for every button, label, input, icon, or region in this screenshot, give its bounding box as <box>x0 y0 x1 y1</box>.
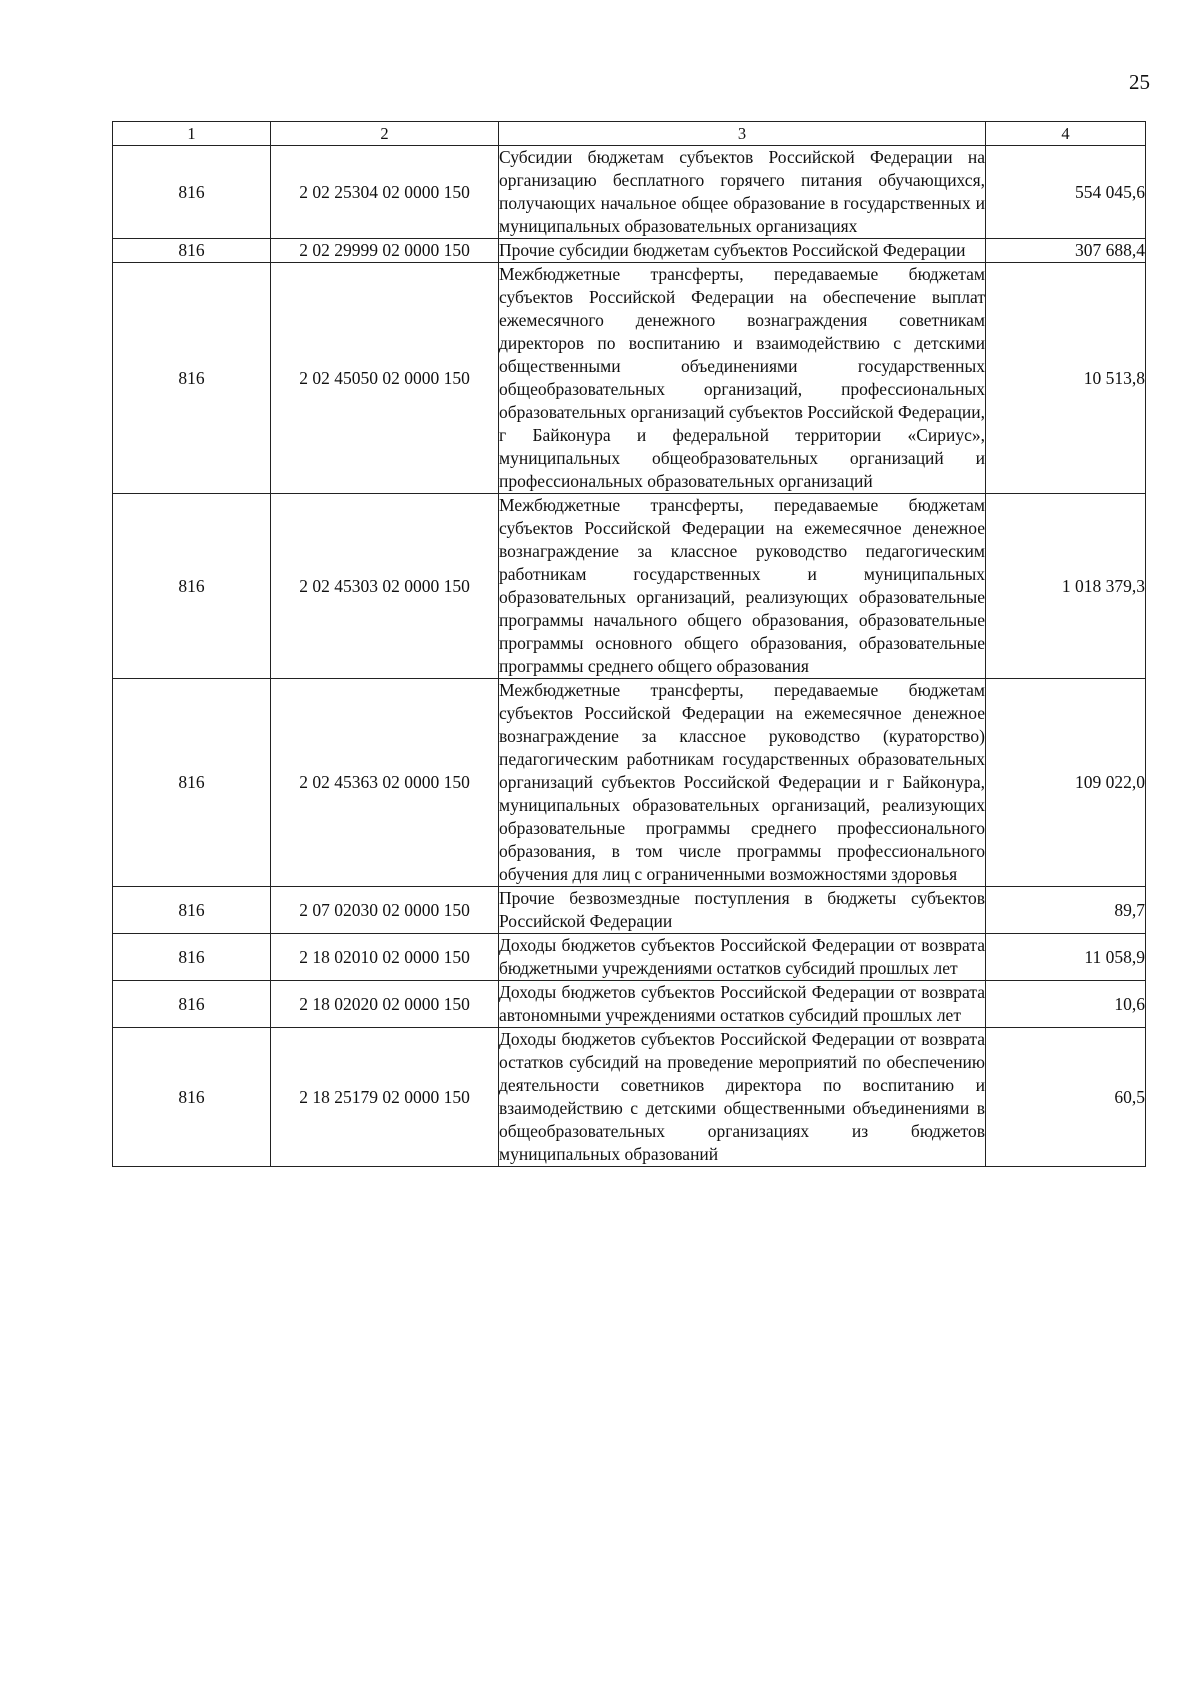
budget-code-cell: 2 02 29999 02 0000 150 <box>271 239 499 263</box>
admin-code-cell: 816 <box>113 887 271 934</box>
budget-code-cell: 2 02 45303 02 0000 150 <box>271 494 499 679</box>
amount-cell: 11 058,9 <box>986 934 1146 981</box>
table-row <box>113 934 1146 981</box>
table-row <box>113 494 1146 679</box>
revenue-name-cell: Доходы бюджетов субъектов Российской Федерации от возврата автономными учреждениями остатков субсидий прошлых лет <box>499 981 986 1028</box>
amount-cell: 109 022,0 <box>986 679 1146 887</box>
budget-code-cell: 2 18 02020 02 0000 150 <box>271 981 499 1028</box>
table-row <box>113 1028 1146 1167</box>
table-row <box>113 981 1146 1028</box>
revenue-name-cell: Доходы бюджетов субъектов Российской Федерации от возврата остатков субсидий на проведение мероприятий по обеспечению деятельности советников директора по воспитанию и взаимодействию с детскими общественными объединениями в общеобразовательных организациях из бюджетов муниципальных образований <box>499 1028 986 1167</box>
table-row <box>113 239 1146 263</box>
amount-cell: 89,7 <box>986 887 1146 934</box>
admin-code-cell: 816 <box>113 239 271 263</box>
revenue-name-cell: Доходы бюджетов субъектов Российской Федерации от возврата бюджетными учреждениями остатков субсидий прошлых лет <box>499 934 986 981</box>
column-header: 4 <box>986 122 1146 146</box>
table-row <box>113 263 1146 494</box>
amount-cell: 307 688,4 <box>986 239 1146 263</box>
table-row <box>113 679 1146 887</box>
budget-code-cell: 2 18 25179 02 0000 150 <box>271 1028 499 1167</box>
amount-cell: 10,6 <box>986 981 1146 1028</box>
column-header: 2 <box>271 122 499 146</box>
revenue-name-cell: Межбюджетные трансферты, передаваемые бюджетам субъектов Российской Федерации на ежемесячное денежное вознаграждение за классное руководство (кураторство) педагогическим работникам государственных образовательных организаций субъектов Российской Федерации и г Байконура, муниципальных образовательных организаций, реализующих образовательные программы среднего профессионального образования, в том числе программы профессионального обучения для лиц с ограниченными возможностями здоровья <box>499 679 986 887</box>
revenue-name-cell: Прочие безвозмездные поступления в бюджеты субъектов Российской Федерации <box>499 887 986 934</box>
amount-cell: 60,5 <box>986 1028 1146 1167</box>
column-header: 3 <box>499 122 986 146</box>
budget-code-cell: 2 07 02030 02 0000 150 <box>271 887 499 934</box>
revenue-name-cell: Межбюджетные трансферты, передаваемые бюджетам субъектов Российской Федерации на ежемесячное денежное вознаграждение за классное руководство педагогическим работникам государственных и муниципальных образовательных организаций, реализующих образовательные программы начального общего образования, образовательные программы основного общего образования, образовательные программы среднего общего образования <box>499 494 986 679</box>
budget-code-cell: 2 18 02010 02 0000 150 <box>271 934 499 981</box>
admin-code-cell: 816 <box>113 934 271 981</box>
amount-cell: 10 513,8 <box>986 263 1146 494</box>
page-number: 25 <box>1129 70 1150 94</box>
revenue-name-cell: Межбюджетные трансферты, передаваемые бюджетам субъектов Российской Федерации на обеспечение выплат ежемесячного денежного вознаграждения советникам директоров по воспитанию и взаимодействию с детскими общественными объединениями государственных общеобразовательных организаций, профессиональных образовательных организаций субъектов Российской Федерации, г Байконура и федеральной территории «Сириус», муниципальных общеобразовательных организаций и профессиональных образовательных организаций <box>499 263 986 494</box>
budget-code-cell: 2 02 45363 02 0000 150 <box>271 679 499 887</box>
table-header-row <box>113 122 1146 146</box>
admin-code-cell: 816 <box>113 679 271 887</box>
amount-cell: 1 018 379,3 <box>986 494 1146 679</box>
admin-code-cell: 816 <box>113 981 271 1028</box>
revenue-table <box>112 121 1146 1167</box>
amount-cell: 554 045,6 <box>986 146 1146 239</box>
budget-code-cell: 2 02 25304 02 0000 150 <box>271 146 499 239</box>
admin-code-cell: 816 <box>113 1028 271 1167</box>
admin-code-cell: 816 <box>113 263 271 494</box>
revenue-name-cell: Субсидии бюджетам субъектов Российской Федерации на организацию бесплатного горячего питания обучающихся, получающих начальное общее образование в государственных и муниципальных образовательных организациях <box>499 146 986 239</box>
revenue-name-cell: Прочие субсидии бюджетам субъектов Российской Федерации <box>499 239 986 263</box>
admin-code-cell: 816 <box>113 494 271 679</box>
table-row <box>113 887 1146 934</box>
table-row <box>113 146 1146 239</box>
column-header: 1 <box>113 122 271 146</box>
admin-code-cell: 816 <box>113 146 271 239</box>
budget-code-cell: 2 02 45050 02 0000 150 <box>271 263 499 494</box>
